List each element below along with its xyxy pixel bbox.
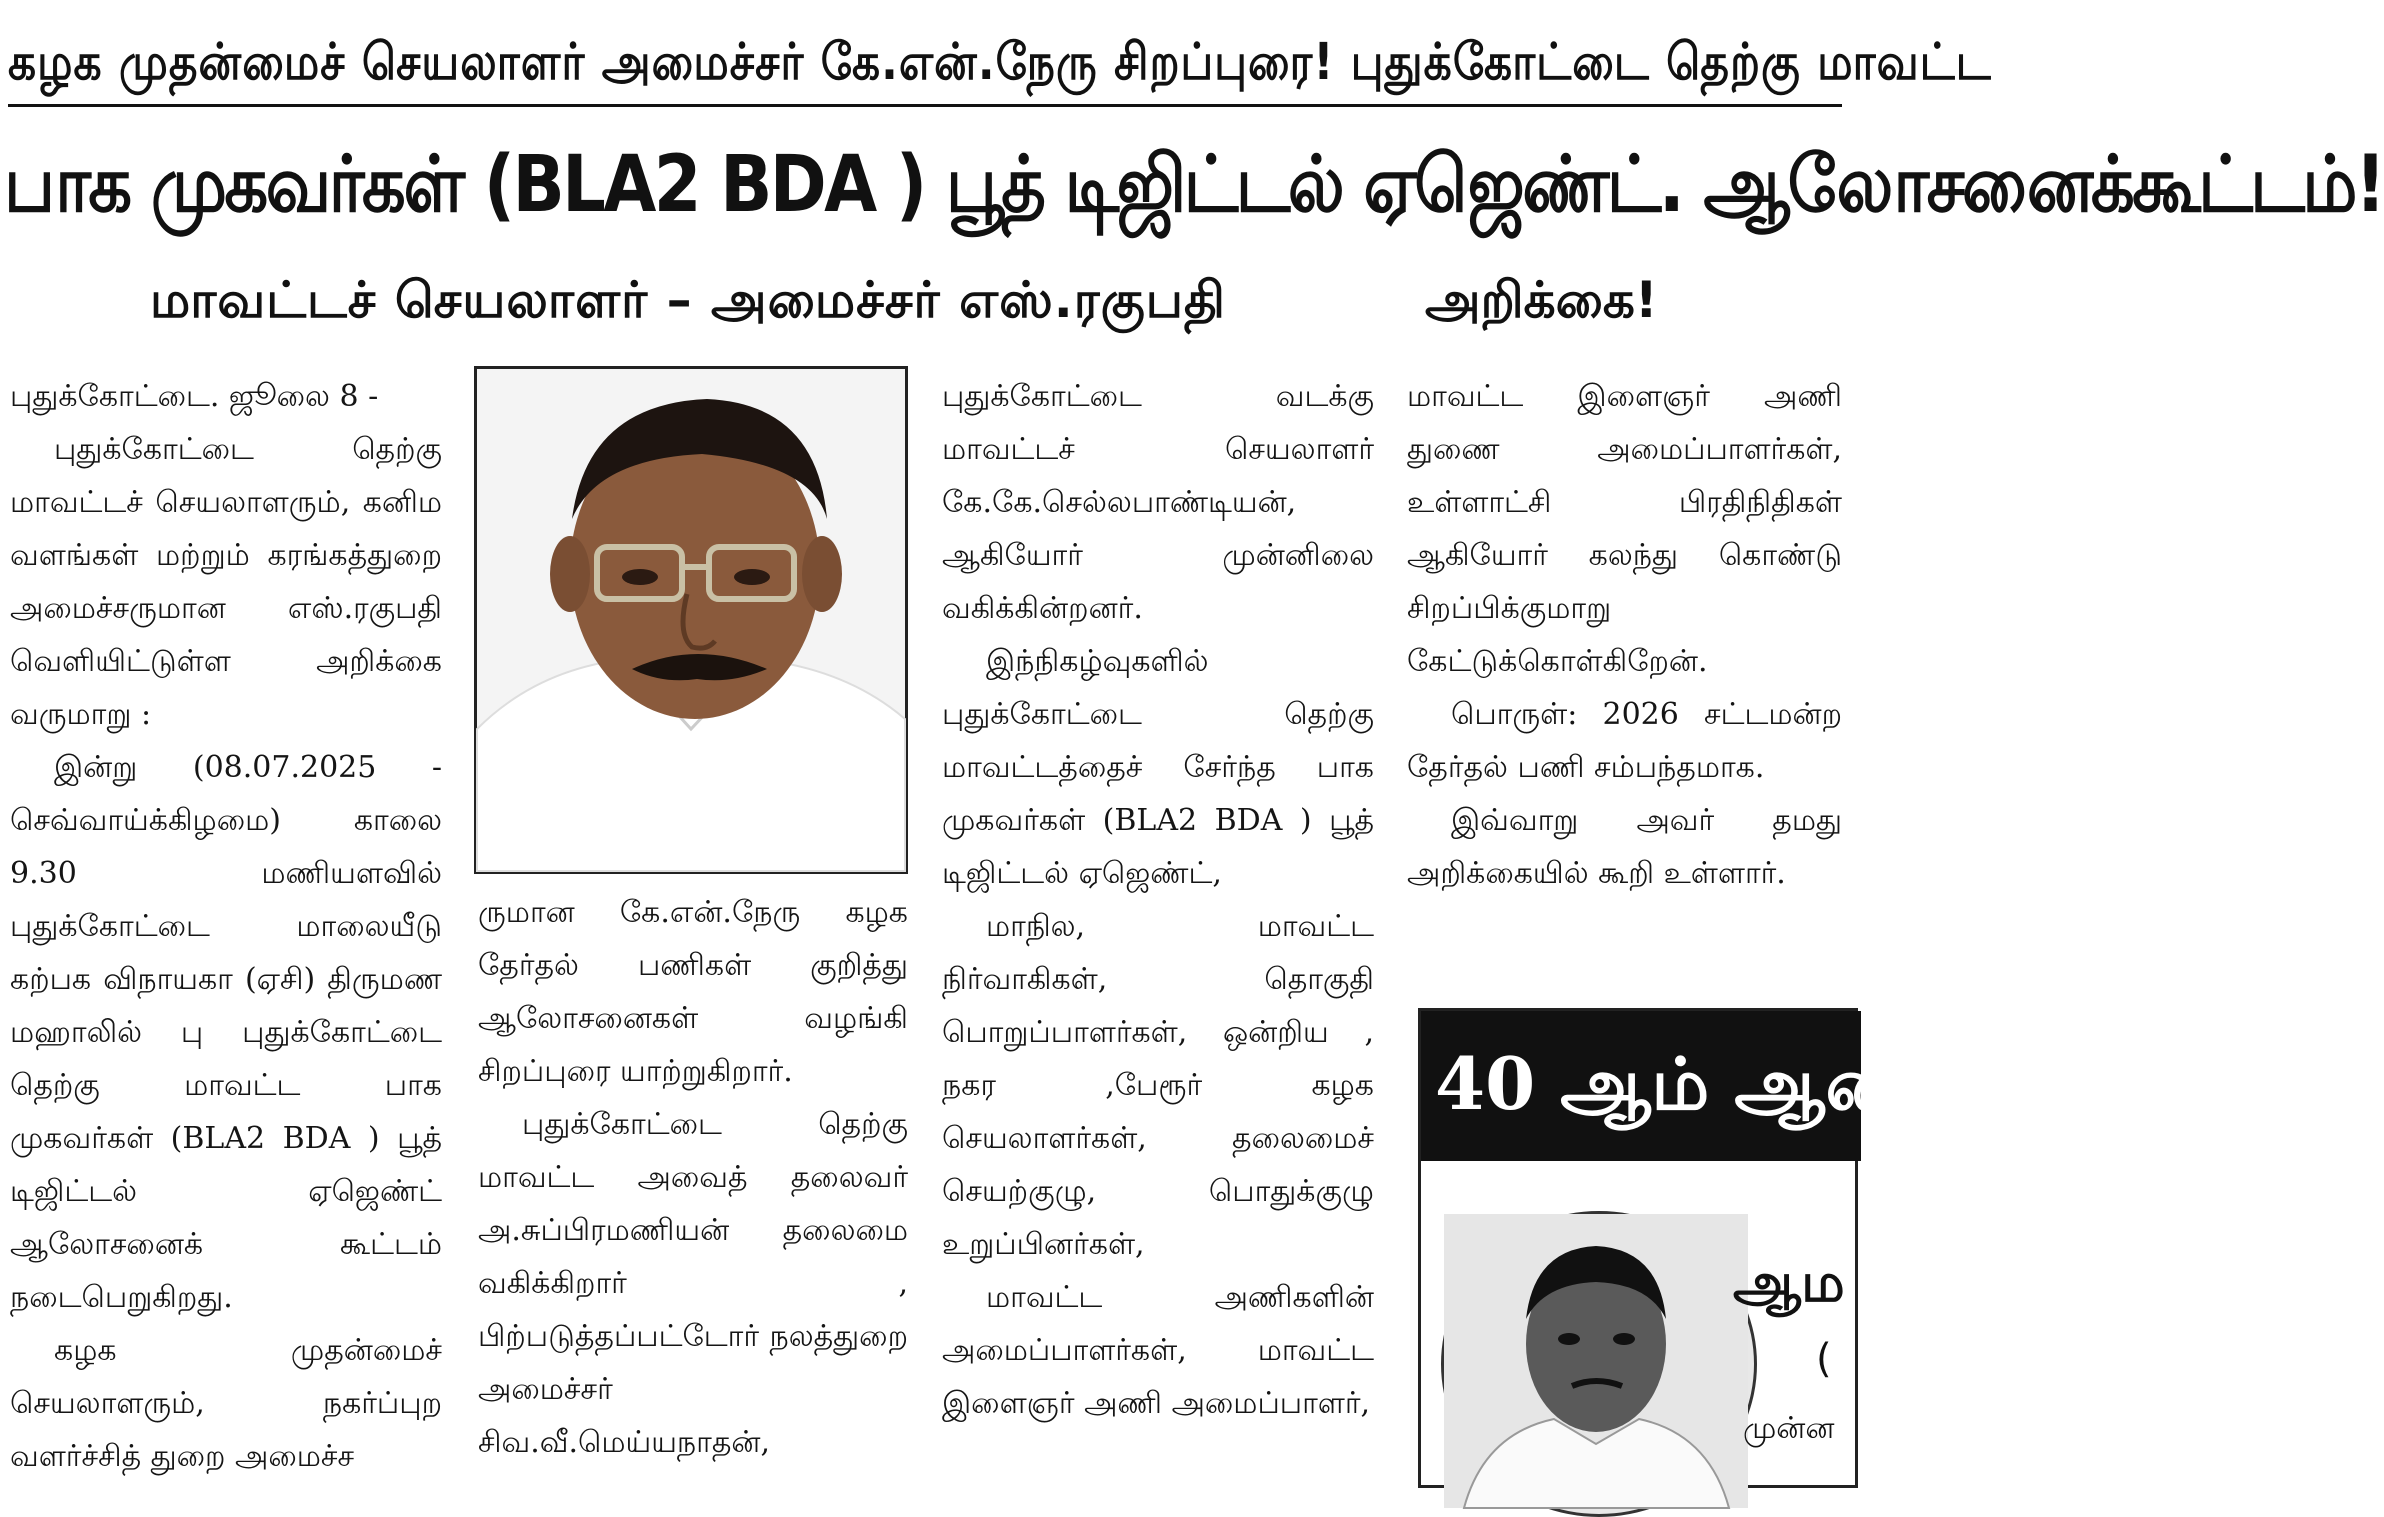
anniversary-advert — [1418, 1008, 1917, 1488]
portrait-illustration — [477, 369, 905, 871]
article-paragraph: புதுக்கோட்டை தெற்கு மாவட்ட அவைத் தலைவர் அ.சுப்பிரமணியன் தலைமை வகிக்கிறார் , பிற்படுத்தப்பட்டோர் நலத்துறை அமைச்சர் சிவ.வீ.மெய்யநாதன், — [478, 1107, 908, 1460]
advert-bracket: ( — [1816, 1336, 1832, 1382]
main-headline: பாக முகவர்கள் (BLA2 BDA ) பூத் டிஜிட்டல் ஏஜெண்ட். ஆலோசனைக்கூட்டம்! — [4, 140, 2384, 230]
subheadline — [0, 258, 1842, 342]
advert-name-fragment: ஆம — [1733, 1251, 1845, 1314]
article-paragraph: மாவட்ட அணிகளின் அமைப்பாளர்கள், மாவட்ட இளைஞர் அணி அமைப்பாளர், — [942, 1280, 1374, 1421]
subheadline-byline: மாவட்டச் செயலாளர் – அமைச்சர் எஸ்.ரகுபதி — [150, 271, 1226, 329]
top-strap-rule — [8, 104, 1842, 107]
article-column-4 — [1407, 370, 1842, 950]
article-paragraph: புதுக்கோட்டை வடக்கு மாவட்டச் செயலாளர் கே.கே.செல்லபாண்டியன், ஆகியோர் முன்னிலை வகிக்கின்றனர். — [942, 379, 1374, 626]
article-paragraph: கழக முதன்மைச் செயலாளரும், நகர்ப்புற வளர்ச்சித் துறை அமைச்ச — [10, 1333, 442, 1474]
article-paragraph: மாவட்ட இளைஞர் அணி துணை அமைப்பாளர்கள், உள்ளாட்சி பிரதிநிதிகள் ஆகியோர் கலந்து கொண்டு சிறப்பிக்குமாறு கேட்டுக்கொள்கிறேன். — [1407, 379, 1842, 679]
article-paragraph: புதுக்கோட்டை தெற்கு மாவட்டச் செயலாளரும், கனிம வளங்கள் மற்றும் கரங்கத்துறை அமைச்சருமான எஸ்.ரகுபதி வெளியிட்டுள்ள அறிக்கை வருமாறு : — [10, 432, 442, 732]
dateline: புதுக்கோட்டை. ஜூலை 8 - — [10, 379, 379, 414]
advert-subtitle-fragment: முன்ன — [1743, 1411, 1835, 1446]
subheadline-label: அறிக்கை! — [1425, 271, 1658, 329]
advert-banner-text: 40 ஆம் ஆண் — [1435, 1041, 1917, 1126]
article-paragraph: இந்நிகழ்வுகளில் புதுக்கோட்டை தெற்கு மாவட்டத்தைச் சேர்ந்த பாக முகவர்கள் (BLA2 BDA ) பூத் டிஜிட்டல் ஏஜெண்ட், — [942, 644, 1374, 891]
minister-photo — [474, 366, 908, 874]
article-paragraph: இன்று (08.07.2025 - செவ்வாய்க்கிழமை) காலை 9.30 மணியளவில் புதுக்கோட்டை மாலையீடு கற்பக விநாயகா (ஏசி) திருமண மஹாலில் பு புதுக்கோட்டை தெற்கு மாவட்ட பாக முகவர்கள் (BLA2 BDA ) பூத் டிஜிட்டல் ஏஜெண்ட் ஆலோசனைக் கூட்டம் நடைபெறுகிறது. — [10, 750, 442, 1315]
advert-portrait — [1441, 1211, 1757, 1517]
advert-portrait-illustration — [1444, 1214, 1748, 1508]
advert-banner — [1421, 1011, 1917, 1161]
article-paragraph: ருமான கே.என்.நேரு கழக தேர்தல் பணிகள் குறித்து ஆலோசனைகள் வழங்கி சிறப்புரை யாற்றுகிறார். — [478, 895, 908, 1089]
article-paragraph: பொருள்: 2026 சட்டமன்ற தேர்தல் பணி சம்பந்தமாக. — [1407, 697, 1842, 785]
article-paragraph: இவ்வாறு அவர் தமது அறிக்கையில் கூறி உள்ளார். — [1407, 803, 1842, 891]
article-column-1 — [10, 370, 442, 1474]
article-paragraph: மாநில, மாவட்ட நிர்வாகிகள், தொகுதி பொறுப்பாளர்கள், ஒன்றிய , நகர ,பேரூர் கழக செயலாளர்கள், தலைமைச் செயற்குழு, பொதுக்குழு உறுப்பினர்கள், — [942, 909, 1374, 1262]
top-strap-headline: கழக முதன்மைச் செயலாளர் அமைச்சர் கே.என்.நேரு சிறப்புரை! புதுக்கோட்டை தெற்கு மாவட்ட — [8, 33, 1992, 92]
article-column-2 — [478, 886, 908, 1470]
article-column-3 — [942, 370, 1374, 1470]
